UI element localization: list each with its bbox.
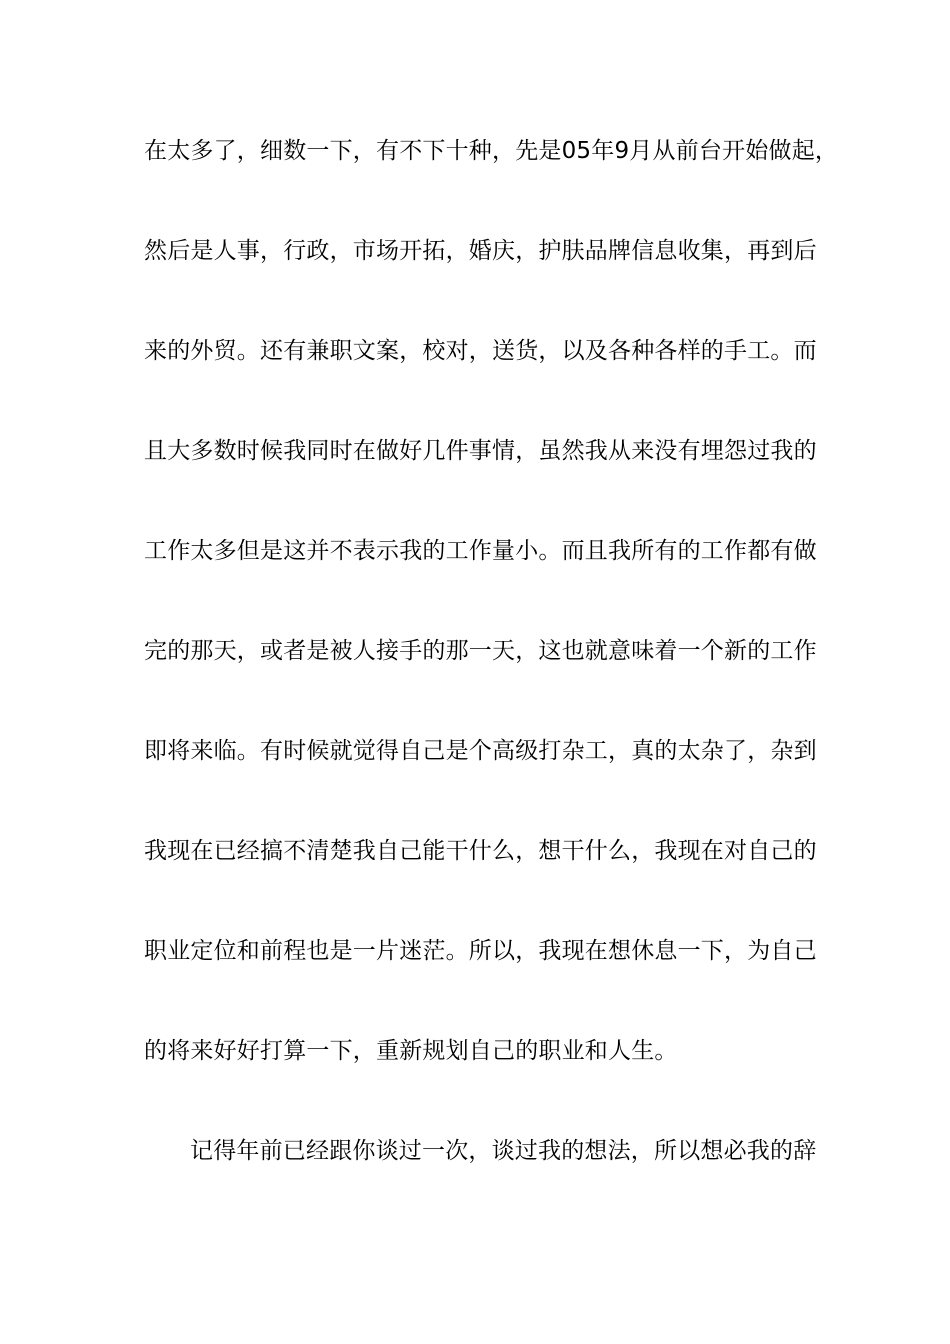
text-line-1: 在太多了，细数一下，有不下十种，先是05年9月从前台开始做起， xyxy=(144,138,839,164)
text-line-5: 工作太多但是这并不表示我的工作量小。而且我所有的工作都有做 xyxy=(144,538,817,564)
text-line-4: 且大多数时候我同时在做好几件事情，虽然我从来没有埋怨过我的 xyxy=(144,438,817,464)
text-line-10: 的将来好好打算一下，重新规划自己的职业和人生。 xyxy=(144,1038,678,1064)
text-line-6: 完的那天，或者是被人接手的那一天，这也就意味着一个新的工作 xyxy=(144,638,817,664)
text-line-8: 我现在已经搞不清楚我自己能干什么，想干什么，我现在对自己的 xyxy=(144,838,817,864)
text-line-3: 来的外贸。还有兼职文案，校对，送货，以及各种各样的手工。而 xyxy=(144,338,817,364)
text-line-11: 记得年前已经跟你谈过一次，谈过我的想法，所以想必我的辞 xyxy=(190,1138,817,1164)
text-line-9: 职业定位和前程也是一片迷茫。所以，我现在想休息一下，为自己 xyxy=(144,938,817,964)
body-text xyxy=(144,128,839,1228)
text-line-7: 即将来临。有时候就觉得自己是个高级打杂工，真的太杂了，杂到 xyxy=(144,738,817,764)
text-line-2: 然后是人事，行政，市场开拓，婚庆，护肤品牌信息收集，再到后 xyxy=(144,238,817,264)
